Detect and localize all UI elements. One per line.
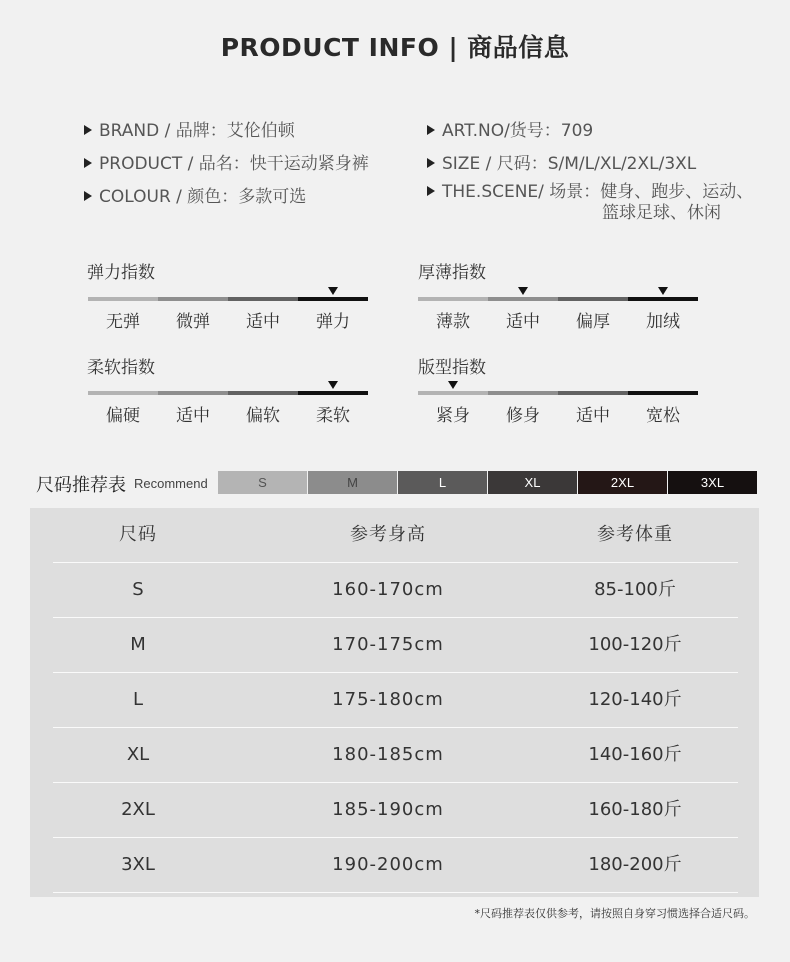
scale-label: 适中: [506, 312, 540, 332]
scale-marker-icon: [658, 287, 668, 295]
scale-segment: [418, 391, 488, 395]
table-divider: [53, 892, 738, 893]
table-cell: 180-200斤: [588, 854, 682, 875]
scale-segment: [158, 391, 228, 395]
table-cell: 3XL: [121, 854, 155, 875]
bullet-triangle-icon: [427, 158, 435, 168]
table-cell: 185-190cm: [332, 799, 444, 820]
table-cell: 参考身高: [350, 524, 426, 545]
scale-marker-icon: [448, 381, 458, 389]
scale-marker-icon: [328, 287, 338, 295]
scale-marker-icon: [518, 287, 528, 295]
scale-segment: [418, 297, 488, 301]
info-product: PRODUCT / 品名：快干运动紧身裤: [84, 149, 369, 174]
scale-label: 偏厚: [576, 312, 610, 332]
size-table: [30, 508, 759, 897]
scale-label: 适中: [576, 406, 610, 426]
recommend-title: 尺码推荐表: [36, 475, 126, 496]
scale-segment: [628, 297, 698, 301]
table-cell: 175-180cm: [332, 689, 444, 710]
scale-segment: [158, 297, 228, 301]
footnote: *尺码推荐表仅供参考，请按照自身穿习惯选择合适尺码。: [474, 907, 755, 920]
table-header: [30, 508, 759, 562]
size-chip: M: [308, 471, 397, 494]
bullet-triangle-icon: [84, 191, 92, 201]
table-cell: 190-200cm: [332, 854, 444, 875]
index-title-thickness: 厚薄指数: [418, 263, 486, 283]
scale-segment: [298, 297, 368, 301]
scale-label: 修身: [506, 406, 540, 426]
scale-segment: [488, 297, 558, 301]
table-row: [30, 618, 759, 672]
size-chip: 3XL: [668, 471, 757, 494]
table-cell: S: [132, 579, 144, 600]
table-cell: XL: [126, 744, 150, 765]
scale-label: 微弹: [176, 312, 210, 332]
scale-segment: [298, 391, 368, 395]
page-title: PRODUCT INFO | 商品信息: [220, 33, 570, 62]
index-title-softness: 柔软指数: [87, 358, 155, 378]
elasticity-scale: [88, 297, 368, 332]
bullet-triangle-icon: [84, 158, 92, 168]
size-chip: XL: [488, 471, 577, 494]
info-colour: COLOUR / 颜色：多款可选: [84, 182, 306, 207]
table-row: [30, 673, 759, 727]
recommend-subtitle: Recommend: [134, 476, 208, 491]
table-cell: 160-180斤: [588, 799, 682, 820]
softness-scale: [88, 391, 368, 426]
table-row: [30, 783, 759, 837]
table-cell: 160-170cm: [332, 579, 444, 600]
table-cell: 140-160斤: [588, 744, 682, 765]
scale-segment: [558, 297, 628, 301]
table-row: [30, 838, 759, 892]
table-cell: 100-120斤: [588, 634, 682, 655]
table-cell: 尺码: [119, 524, 157, 545]
table-cell: 180-185cm: [332, 744, 444, 765]
table-cell: 170-175cm: [332, 634, 444, 655]
info-size: SIZE / 尺码：S/M/L/XL/2XL/3XL: [427, 149, 696, 174]
fit-scale: [418, 391, 698, 426]
table-row: [30, 728, 759, 782]
table-row: [30, 563, 759, 617]
info-art-no: ART.NO/货号：709: [427, 116, 593, 141]
info-scene: THE.SCENE/ 场景：健身、跑步、运动、 篮球足球、休闲: [427, 182, 767, 224]
scale-segment: [628, 391, 698, 395]
size-chip: S: [218, 471, 307, 494]
table-cell: 2XL: [121, 799, 155, 820]
index-title-fit: 版型指数: [418, 358, 486, 378]
scale-label: 柔软: [316, 406, 350, 426]
scale-label: 加绒: [646, 312, 680, 332]
scale-marker-icon: [328, 381, 338, 389]
scale-segment: [228, 391, 298, 395]
index-title-elasticity: 弹力指数: [87, 263, 155, 283]
scale-label: 适中: [176, 406, 210, 426]
thickness-scale: [418, 297, 698, 332]
scale-label: 宽松: [646, 406, 680, 426]
bullet-triangle-icon: [84, 125, 92, 135]
scale-segment: [88, 391, 158, 395]
table-cell: L: [132, 689, 144, 710]
scale-label: 紧身: [436, 406, 470, 426]
scale-label: 无弹: [106, 312, 140, 332]
bullet-triangle-icon: [427, 186, 435, 196]
table-cell: 120-140斤: [588, 689, 682, 710]
info-brand: BRAND / 品牌：艾伦伯顿: [84, 116, 295, 141]
table-cell: 85-100斤: [594, 579, 676, 600]
scale-segment: [228, 297, 298, 301]
table-cell: 参考体重: [597, 524, 673, 545]
scale-label: 弹力: [316, 312, 350, 332]
table-cell: M: [130, 634, 146, 655]
scale-label: 偏硬: [106, 406, 140, 426]
scale-label: 薄款: [436, 312, 470, 332]
scale-segment: [88, 297, 158, 301]
scale-label: 偏软: [246, 406, 280, 426]
bullet-triangle-icon: [427, 125, 435, 135]
scale-segment: [488, 391, 558, 395]
scale-label: 适中: [246, 312, 280, 332]
size-chip: L: [398, 471, 487, 494]
scale-segment: [558, 391, 628, 395]
size-chip: 2XL: [578, 471, 667, 494]
